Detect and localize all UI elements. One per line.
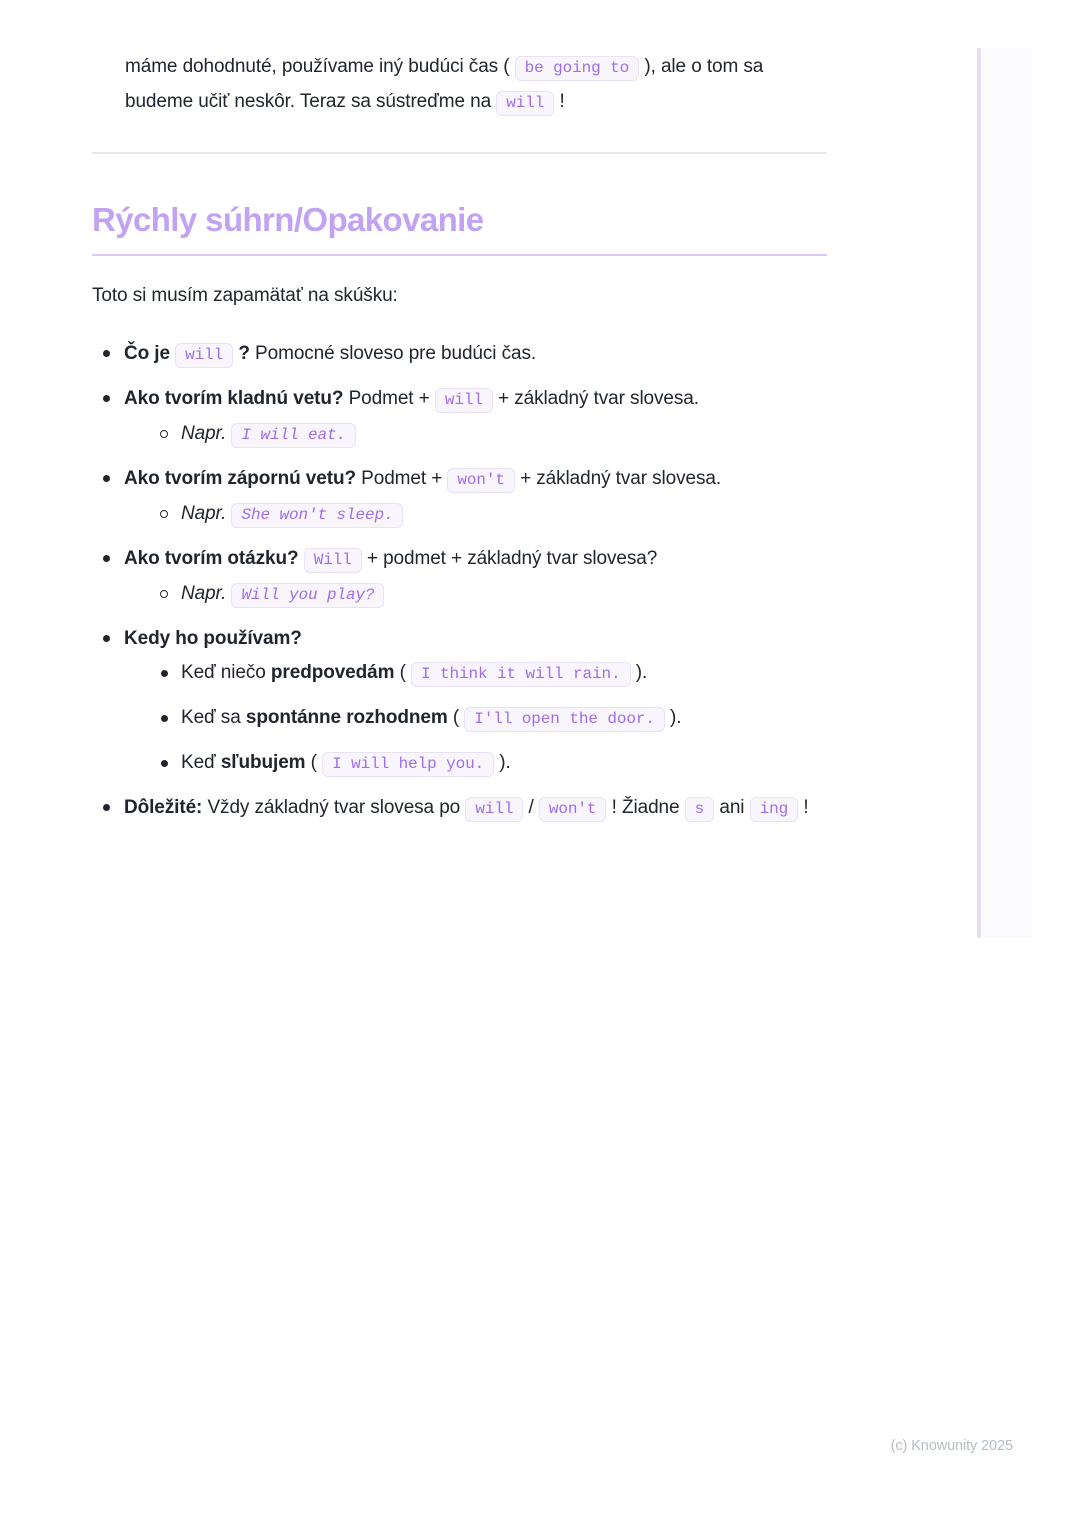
rule-text: ani (719, 797, 745, 818)
code-chip-example: Will you play? (231, 583, 384, 608)
list-item-affirmative (92, 383, 827, 451)
rule-text: + podmet + základný tvar slovesa? (366, 548, 658, 569)
question-label: Ako tvorím kladnú vetu? (124, 388, 344, 409)
rule-text: Podmet + (348, 388, 430, 409)
rule-text: Vždy základný tvar slovesa po (207, 797, 461, 818)
rule-text: ! (803, 797, 809, 818)
intro-text: máme dohodnuté, používame iný budúci čas ( (125, 56, 510, 77)
case-keyword: spontánne rozhodnem (245, 707, 448, 728)
code-chip-wont: won't (539, 797, 607, 822)
scroll-indicator-bar[interactable] (977, 48, 981, 938)
scrollbar-track[interactable] (983, 48, 1032, 938)
paren-close: ). (499, 752, 511, 773)
usage-sublist (157, 657, 827, 780)
important-label: Dôležité: (124, 797, 203, 818)
code-chip-example: I'll open the door. (464, 707, 665, 732)
rule-text: + základný tvar slovesa. (498, 388, 699, 409)
intro-paragraph (92, 50, 827, 120)
usage-case-spontaneous (157, 702, 827, 735)
code-chip-ing: ing (750, 797, 799, 822)
case-text: Keď (181, 752, 216, 773)
list-item-question-form (92, 543, 827, 611)
usage-case-promise (157, 747, 827, 780)
usage-case-prediction (157, 657, 827, 690)
code-chip-will: Will (304, 548, 362, 573)
code-chip-example: She won't sleep. (231, 503, 403, 528)
case-text: Keď sa (181, 707, 241, 728)
list-item-negative (92, 463, 827, 531)
example-item (157, 578, 827, 611)
paren-open: ( (452, 707, 460, 728)
question-label: Ako tvorím otázku? (124, 548, 299, 569)
example-label: Napr. (181, 423, 227, 444)
paren-open: ( (310, 752, 317, 773)
case-text: Keď niečo (181, 662, 266, 683)
code-chip-will: will (465, 797, 523, 822)
case-keyword: sľubujem (220, 752, 306, 773)
copyright-note: (c) Knowunity 2025 (890, 1438, 1013, 1454)
example-sublist (157, 578, 827, 611)
code-chip-example: I will eat. (231, 423, 356, 448)
summary-list (92, 338, 827, 825)
answer-text: Pomocné sloveso pre budúci čas. (255, 343, 537, 364)
rule-text: ! Žiadne (611, 797, 680, 818)
paren-open: ( (399, 662, 406, 683)
intro-text: ! (559, 91, 565, 112)
code-chip-will: will (175, 343, 233, 368)
code-chip-example: I think it will rain. (411, 662, 631, 687)
example-item (157, 498, 827, 531)
rule-text: + základný tvar slovesa. (520, 468, 722, 489)
example-sublist (157, 418, 827, 451)
list-item-what-is-will (92, 338, 827, 371)
section-title: Rýchly súhrn/Opakovanie (92, 200, 827, 256)
code-chip-will: will (435, 388, 493, 413)
question-mark: ? (238, 343, 250, 364)
paren-close: ). (635, 662, 648, 683)
case-keyword: predpovedám (270, 662, 395, 683)
question-label: Kedy ho používam? (124, 628, 302, 649)
rule-text: Podmet + (361, 468, 443, 489)
code-chip-will: will (496, 91, 554, 116)
code-chip-be-going-to: be going to (515, 56, 640, 81)
paren-close: ). (670, 707, 682, 728)
example-label: Napr. (181, 503, 227, 524)
slash-separator: / (528, 797, 534, 818)
lead-sentence: Toto si musím zapamätať na skúšku: (92, 285, 398, 306)
question-label: Čo je (124, 343, 170, 364)
example-sublist (157, 498, 827, 531)
list-item-usage (92, 623, 827, 780)
document-page (92, 50, 827, 837)
question-label: Ako tvorím zápornú vetu? (124, 468, 356, 489)
list-item-important (92, 792, 827, 825)
code-chip-example: I will help you. (322, 752, 494, 777)
intro-text: ), ale o tom sa budeme učiť neskôr. Teraz sa sústreďme na (125, 56, 764, 112)
example-label: Napr. (181, 583, 227, 604)
code-chip-s: s (685, 797, 715, 822)
section-divider (92, 152, 827, 154)
example-item (157, 418, 827, 451)
code-chip-wont: won't (447, 468, 515, 493)
